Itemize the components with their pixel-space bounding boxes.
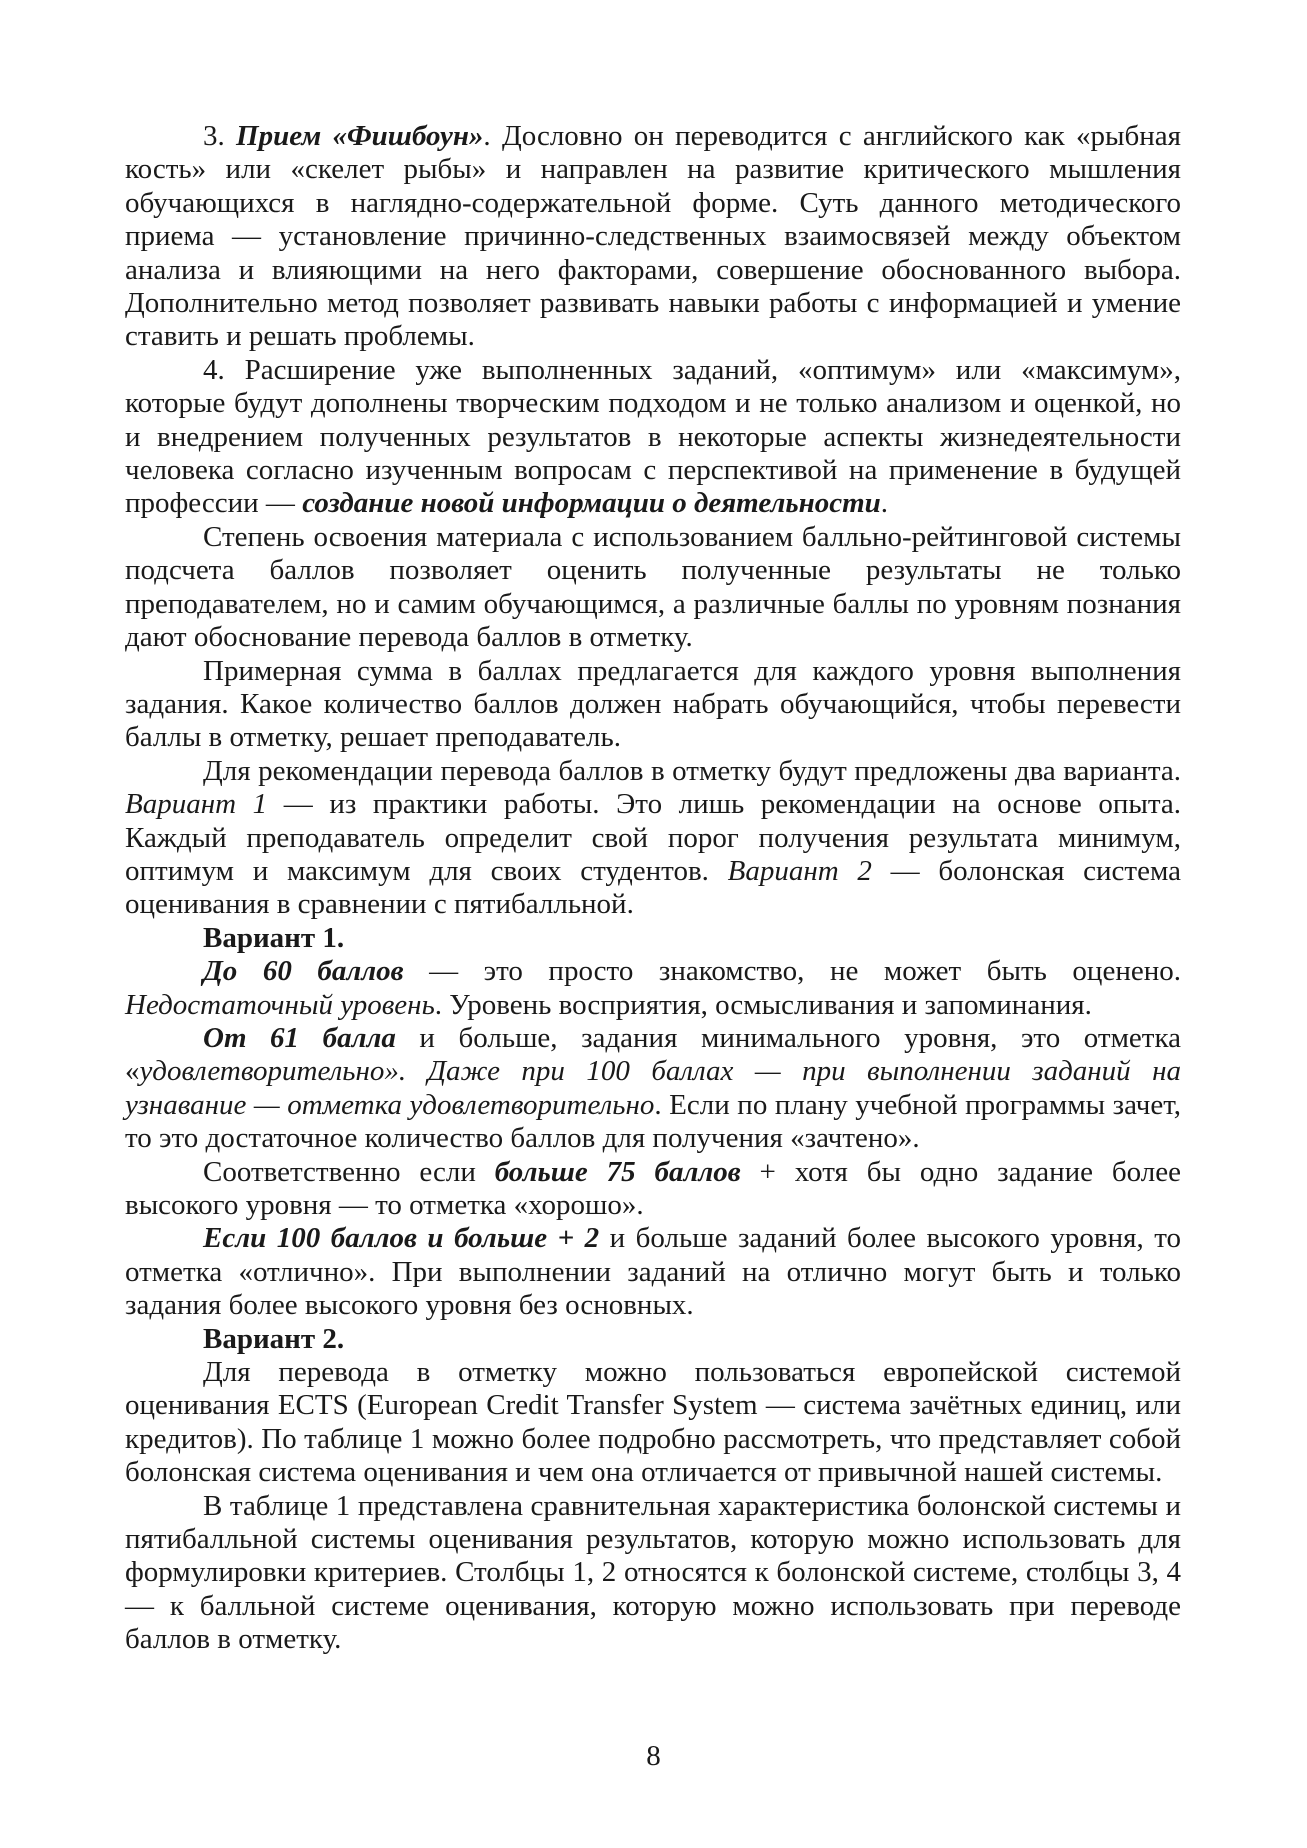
paragraph-approx-sum: Примерная сумма в баллах предлагается для каждого уровня выполнения задания. Какое количество баллов должен набрать обучающийся, чтобы перевести баллы в отметку, решает преподаватель. — [125, 654, 1181, 754]
page-number: 8 — [646, 1740, 661, 1772]
paragraph-variants-intro: Для рекомендации перевода баллов в отметку будут предложены два варианта. Вариант 1 — из практики работы. Это лишь рекомендации на основе опыта. Каждый преподаватель определит свой порог получения результата минимум, оптимум и максимум для своих студентов. Вариант 2 — болонская система оценивания в сравнении с пятибалльной. — [125, 754, 1181, 921]
page-body — [125, 120, 1181, 1657]
paragraph-table-1: В таблице 1 представлена сравнительная характеристика болонской системы и пятибалльной системы оценивания результатов, которую можно использовать для формулировки критериев. Столбцы 1, 2 относятся к болонской системе, столбцы 3, 4 — к балльной системе оценивания, которую можно использовать при переводе баллов в отметку. — [125, 1489, 1181, 1656]
paragraph-rating-system: Степень освоения материала с использованием балльно-рейтинговой системы подсчета баллов позволяет оценить полученные результаты не только преподавателем, но и самим обучающимся, а различные баллы по уровням познания дают обоснование перевода баллов в отметку. — [125, 520, 1181, 654]
paragraph-more-75: Соответственно если больше 75 баллов + хотя бы одно задание более высокого уровня — то отметка «хорошо». — [125, 1155, 1181, 1221]
paragraph-fishbone: 3. Прием «Фишбоун». Дословно он переводится с английского как «рыбная кость» или «скелет рыбы» и направлен на развитие критического мышления обучающихся в наглядно-содержательной форме. Суть данного методического приема — установление причинно-следственных взаимосвязей между объектом анализа и влияющими на него факторами, совершение обоснованного выбора. Дополнительно метод позволяет развивать навыки работы с информацией и умение ставить и решать проблемы. — [125, 120, 1182, 353]
paragraph-from-61: От 61 балла и больше, задания минимального уровня, это отметка «удовлетворительно». Даже при 100 баллах — при выполнении заданий на узнавание — отметка удовлетворительно. Если по плану учебной программы зачет, то это достаточное количество баллов для получения «зачтено». — [125, 1021, 1181, 1155]
emphasis-new-info: создание новой информации о деятельности — [302, 487, 881, 520]
heading-variant-2: Вариант 2. — [203, 1322, 345, 1355]
paragraph-up-to-60: До 60 баллов — это просто знакомство, не может быть оценено. Недостаточный уровень. Уровень восприятия, осмысливания и запоминания. — [125, 955, 1181, 1021]
paragraph-ects: Для перевода в отметку можно пользоваться европейской системой оценивания ECTS (European Credit Transfer System — система зачётных единиц, или кредитов). По таблице 1 можно более подробно рассмотреть, что представляет собой болонская система оценивания и чем она отличается от привычной нашей системы. — [125, 1356, 1181, 1489]
heading-variant-1: Вариант 1. — [203, 921, 345, 954]
paragraph-extension: 4. Расширение уже выполненных заданий, «оптимум» или «максимум», которые будут дополнены творческим подходом и не только анализом и оценкой, но и внедрением полученных результатов в некоторые аспекты жизнедеятельности человека согласно изученным вопросам с перспективой на применение в будущей профессии — создание новой информации о деятельности. — [125, 353, 1181, 520]
paragraph-100-and-more: Если 100 баллов и больше + 2 и больше заданий более высокого уровня, то отметка «отлично». При выполнении заданий на отлично могут быть и только задания более высокого уровня без основных. — [125, 1222, 1181, 1322]
term-fishbone: Прием «Фишбоун» — [236, 120, 484, 152]
